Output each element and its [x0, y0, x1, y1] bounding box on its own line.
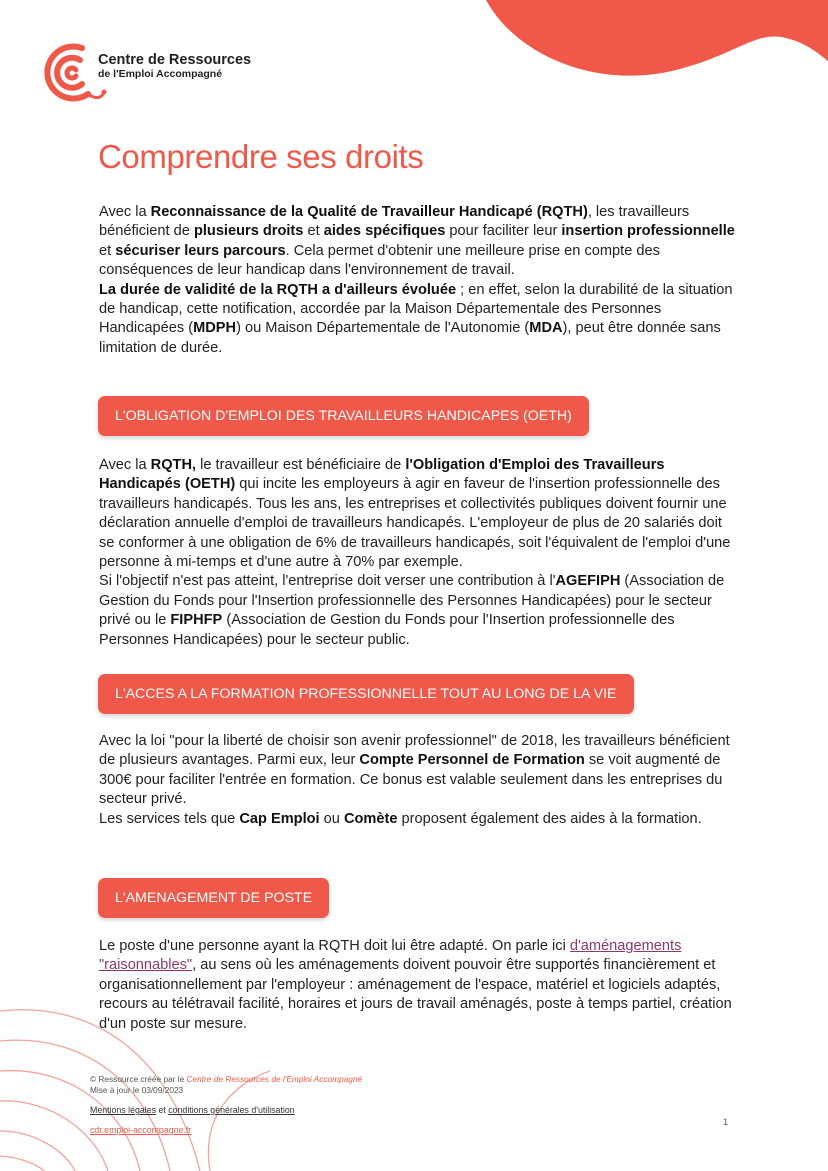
oeth-paragraph: Avec la RQTH, le travailleur est bénéficiaire de l'Obligation d'Emploi des Travailleurs Handicapés (OETH) qui incite les employeurs à agir en faveur de l'insertion professionnelle des travailleurs handicapés. Tous les ans, les entreprises et collectivités publiques doivent fournir une déclaration annuelle d'emploi de travailleurs handicapés. L'employeur de plus de 20 salariés doit se conformer à une obligation de 6% de travailleurs handicapés, soit l'équivalent de l'emploi d'une personne à mi-temps et d'une autre à 70% par exemple. Si l'objectif n'est pas atteint, l'entreprise doit verser une contribution à l'AGEFIPH (Association de Gestion du Fonds pour l'Insertion professionnelle des Personnes Handicapées) pour le secteur privé ou le FIPHFP (Association de Gestion du Fonds pour l'Insertion professionnelle des Personnes Handicapées) pour le secteur public.: [99, 457, 731, 648]
footer-legal-links: Mentions légales et conditions générales d'utilisation: [90, 1105, 295, 1115]
top-right-blob-shape: [486, 0, 828, 80]
brand-name-line2: de l'Emploi Accompagné: [98, 68, 223, 80]
formation-paragraph: Avec la loi "pour la liberté de choisir son avenir professionnel" de 2018, les travailleurs bénéficient de plusieurs avantages. Parmi eux, leur Compte Personnel de Formation se voit augmenté de 300€ pour faciliter l'entrée en formation. Ce bonus est valable seulement dans les entreprises du secteur privé. Les services tels que Cap Emploi ou Comète proposent également des aides à la formation.: [99, 733, 730, 827]
brand-name-line1: Centre de Ressources: [98, 52, 252, 68]
footer-updated: Mise à jour le 03/09/2023: [90, 1085, 184, 1095]
mentions-legales-link[interactable]: Mentions légales: [90, 1105, 157, 1115]
page-title: Comprendre ses droits: [98, 138, 424, 175]
amenagement-paragraph: Le poste d'une personne ayant la RQTH doit lui être adapté. On parle ici d'aménagements "raisonnables", au sens où les aménagements doivent pouvoir être supportés financièrement et organisationnellement par l'employeur : aménagement de l'espace, matériel et logiciels adaptés, recours au télétravail facilité, horaires et jours de travail aménagés, poste à temps partiel, création d'un poste sur mesure.: [99, 938, 732, 1032]
section-heading-oeth: L'OBLIGATION D'EMPLOI DES TRAVAILLEURS HANDICAPES (OETH): [98, 396, 589, 436]
footer-site: [90, 1125, 191, 1135]
footer-credit-org: Centre de Ressources de l'Emploi Accompagné: [186, 1074, 363, 1084]
footer-credit: © Ressource créée par le Centre de Ressources de l'Emploi Accompagné Mise à jour le 03/09/2023: [90, 1074, 363, 1095]
page-number: 1: [723, 1117, 729, 1127]
website-link[interactable]: cdr.emploi-accompagne.fr: [90, 1125, 192, 1135]
intro-paragraph: Avec la Reconnaissance de la Qualité de Travailleur Handicapé (RQTH), les travailleurs bénéficient de plusieurs droits et aides spécifiques pour faciliter leur insertion professionnelle et sécuriser leurs parcours. Cela permet d'obtenir une meilleure prise en compte des conséquences de leur handicap dans l'environnement de travail. La durée de validité de la RQTH a d'ailleurs évoluée ; en effet, selon la durabilité de la situation de handicap, cette notification, accordée par la Maison Départementale des Personnes Handicapées (MDPH) ou Maison Départementale de l'Autonomie (MDA), peut être donnée sans limitation de durée.: [99, 204, 735, 356]
amenagements-raisonnables-link[interactable]: d'aménagements "raisonnables": [99, 938, 682, 974]
cgu-link[interactable]: conditions générales d'utilisation: [168, 1105, 295, 1115]
brand-name: [98, 52, 251, 81]
section-heading-formation: L'ACCES A LA FORMATION PROFESSIONNELLE TOUT AU LONG DE LA VIE: [98, 674, 634, 714]
section-heading-amenagement: L'AMENAGEMENT DE POSTE: [98, 878, 329, 918]
